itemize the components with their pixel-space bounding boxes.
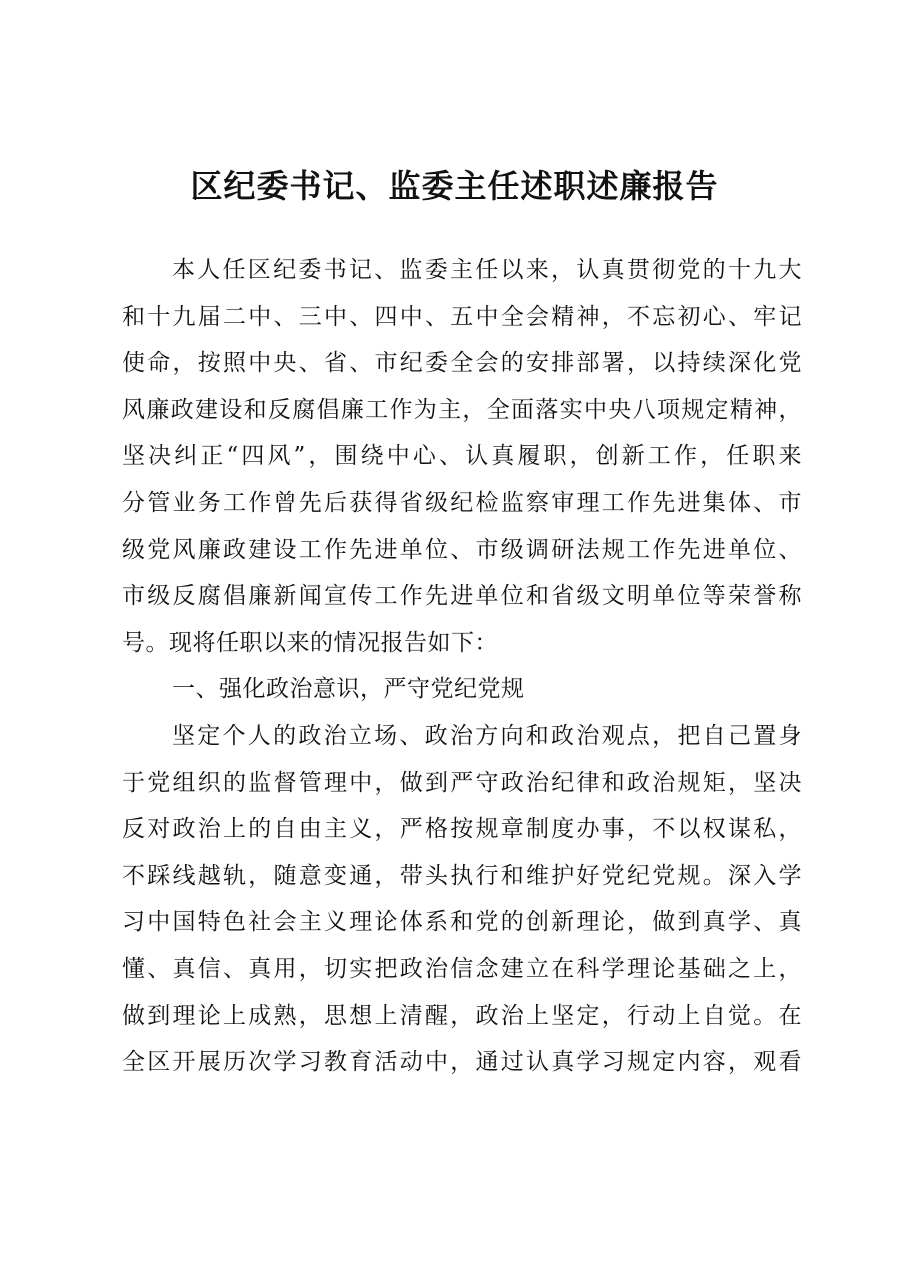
paragraph-2-line-4: 不踩线越轨，随意变通，带头执行和维护好党纪党规。深入学 (122, 862, 802, 889)
paragraph-1-line-2: 和十九届二中、三中、四中、五中全会精神，不忘初心、牢记 (122, 303, 802, 330)
paragraph-1-line-6: 分管业务工作曾先后获得省级纪检监察审理工作先进集体、市 (122, 489, 802, 516)
paragraph-1-line-3: 使命，按照中央、省、市纪委全会的安排部署，以持续深化党 (122, 350, 802, 377)
paragraph-2-line-5: 习中国特色社会主义理论体系和党的创新理论，做到真学、真 (122, 909, 802, 936)
paragraph-1-line-9: 号。现将任职以来的情况报告如下： (122, 629, 498, 656)
paragraph-1-line-4: 风廉政建设和反腐倡廉工作为主，全面落实中央八项规定精神， (122, 396, 802, 423)
paragraph-1-line-1: 本人任区纪委书记、监委主任以来，认真贯彻党的十九大 (172, 257, 802, 283)
paragraph-2-line-8: 全区开展历次学习教育活动中，通过认真学习规定内容，观看 (122, 1049, 802, 1076)
paragraph-2-line-6: 懂、真信、真用，切实把政治信念建立在科学理论基础之上， (122, 955, 802, 982)
document-body (122, 247, 802, 1086)
paragraph-1-line-7: 级党风廉政建设工作先进单位、市级调研法规工作先进单位、 (122, 536, 802, 563)
paragraph-1-line-8: 市级反腐倡廉新闻宣传工作先进单位和省级文明单位等荣誉称 (122, 583, 802, 610)
document-title: 区纪委书记、监委主任述职述廉报告 (190, 167, 719, 205)
paragraph-1-line-5: 坚决纠正“四风”，围绕中心、认真履职，创新工作，任职来 (122, 443, 802, 470)
section-heading-1: 一、强化政治意识，严守党纪党规 (172, 676, 525, 703)
paragraph-2-line-3: 反对政治上的自由主义，严格按规章制度办事，不以权谋私， (122, 816, 802, 843)
paragraph-2-line-7: 做到理论上成熟，思想上清醒，政治上坚定，行动上自觉。在 (122, 1002, 802, 1029)
paragraph-2-line-1: 坚定个人的政治立场、政治方向和政治观点，把自己置身 (172, 722, 802, 749)
paragraph-2-line-2: 于党组织的监督管理中，做到严守政治纪律和政治规矩，坚决 (122, 769, 802, 796)
